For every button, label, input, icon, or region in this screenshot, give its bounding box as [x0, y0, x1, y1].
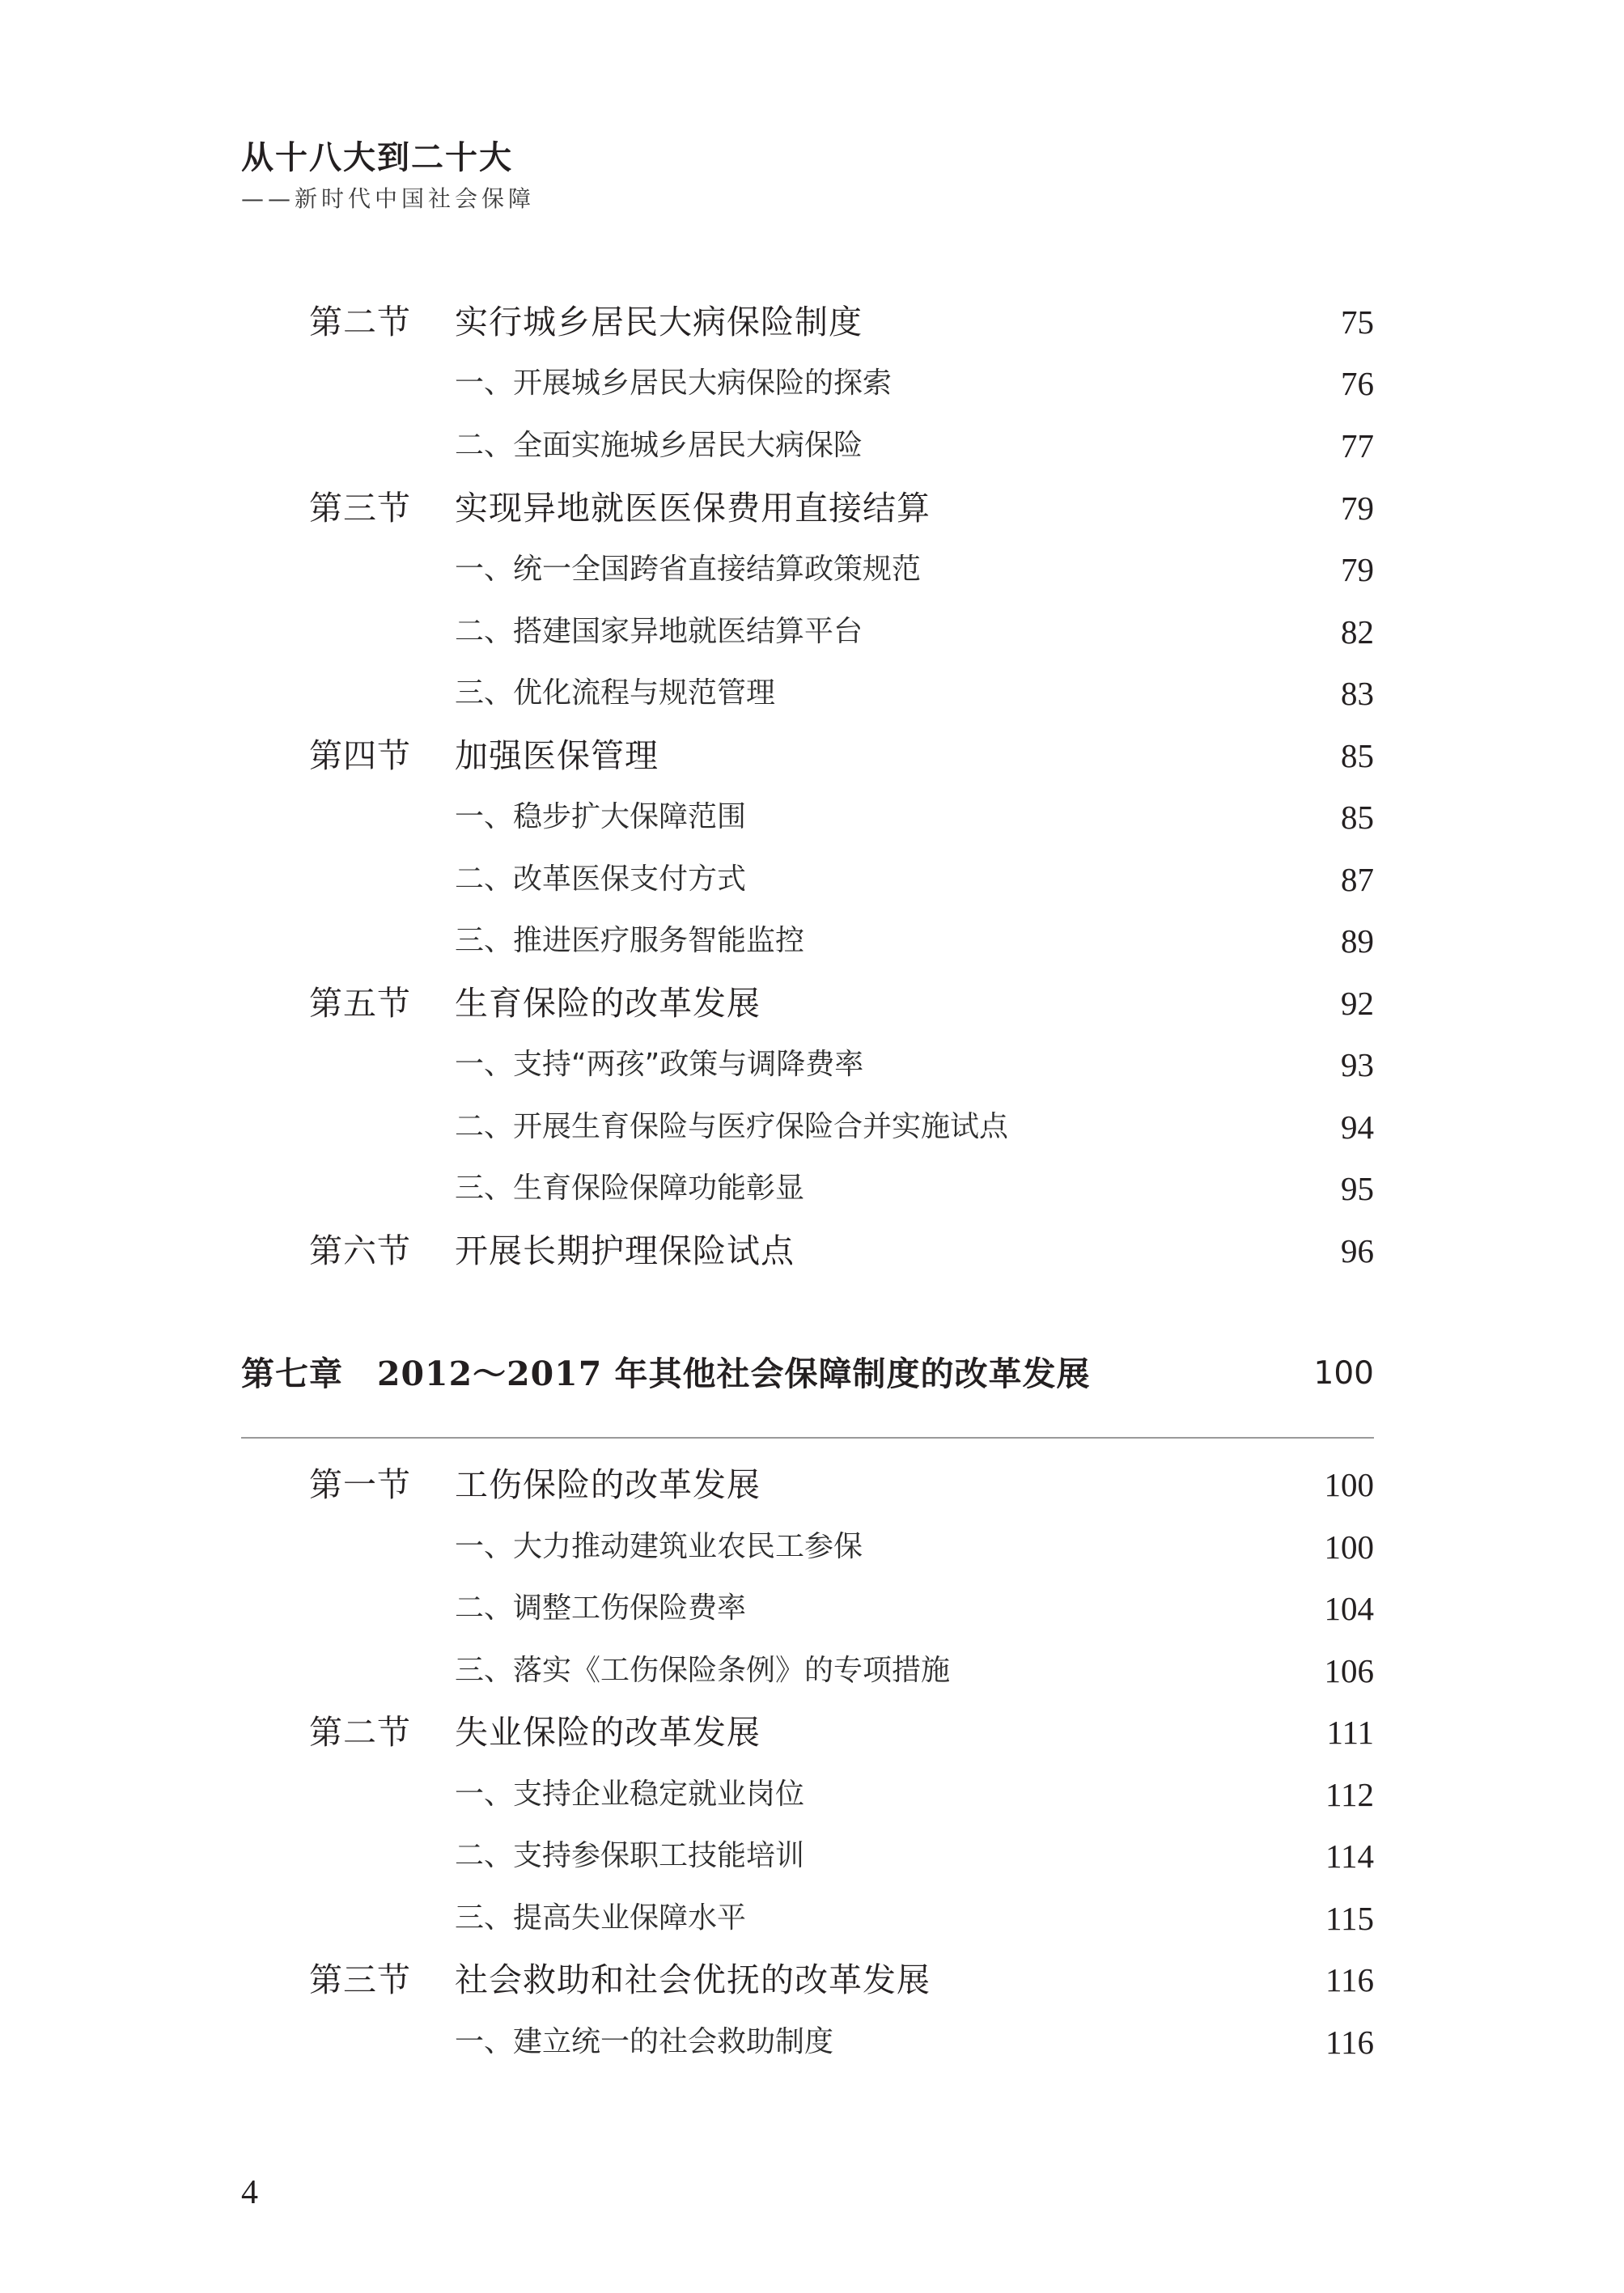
toc-entry-number: 第六节	[309, 1231, 411, 1270]
toc-entry-title: 一、支持“两孩”政策与调降费率	[455, 1048, 864, 1081]
toc-entry-page: 76	[1341, 365, 1374, 402]
toc-entry-title: 实现异地就医医保费用直接结算	[455, 489, 931, 528]
toc-subsection-entry	[0, 1163, 1624, 1214]
toc-entry-label	[309, 1706, 761, 1758]
toc-entry-title: 实行城乡居民大病保险制度	[455, 303, 863, 341]
toc-subsection-entry	[0, 1039, 1624, 1091]
toc-entry-title: 三、落实《工伤保险条例》的专项措施	[455, 1654, 951, 1687]
toc-section-entry	[0, 1459, 1624, 1511]
toc-entry-label	[455, 1039, 863, 1091]
toc-entry-label	[455, 1101, 1008, 1153]
toc-entry-title: 加强医保管理	[455, 736, 659, 775]
toc-section-entry	[0, 296, 1624, 348]
toc-entry-label	[309, 1459, 761, 1511]
toc-entry-title: 一、统一全国跨省直接结算政策规范	[455, 553, 922, 586]
toc-entry-title: 一、大力推动建筑业农民工参保	[455, 1530, 863, 1563]
toc-entry-page: 94	[1341, 1108, 1374, 1146]
toc-entry-title: 一、建立统一的社会救助制度	[455, 2025, 834, 2058]
toc-entry-page: 96	[1341, 1232, 1374, 1269]
toc-entry-page: 116	[1325, 2024, 1374, 2061]
toc-entry-label	[455, 854, 746, 905]
toc-entry-label	[455, 791, 746, 843]
toc-entry-label	[241, 1348, 1091, 1400]
toc-entry-title: 一、开展城乡居民大病保险的探索	[455, 367, 893, 400]
toc-entry-title: 社会救助和社会优抚的改革发展	[455, 1960, 931, 1999]
toc-subsection-entry	[0, 791, 1624, 843]
toc-entry-title: 失业保险的改革发展	[455, 1713, 761, 1752]
toc-entry-page: 85	[1341, 737, 1374, 774]
toc-entry-label	[455, 915, 804, 967]
toc-entry-page: 104	[1324, 1590, 1374, 1627]
toc-entry-page: 92	[1341, 985, 1374, 1022]
toc-entry-title: 二、支持参保职工技能培训	[455, 1839, 805, 1872]
toc-subsection-entry	[0, 544, 1624, 596]
toc-entry-title: 2012～2017 年其他社会保障制度的改革发展	[377, 1354, 1091, 1393]
toc-entry-title: 三、提高失业保障水平	[455, 1901, 747, 1935]
toc-entry-label	[455, 544, 921, 596]
toc-subsection-entry	[0, 1892, 1624, 1944]
toc-section-entry	[0, 1954, 1624, 2006]
toc-entry-title: 开展长期护理保险试点	[455, 1231, 795, 1270]
toc-entry-title: 二、调整工伤保险费率	[455, 1592, 747, 1625]
toc-section-entry	[0, 1225, 1624, 1277]
toc-entry-page: 116	[1325, 1961, 1374, 1998]
toc-entry-number: 第三节	[309, 1960, 411, 1999]
book-title: 从十八大到二十大	[241, 139, 513, 176]
toc-entry-number: 第二节	[309, 1713, 411, 1752]
toc-subsection-entry	[0, 1583, 1624, 1634]
toc-entry-title: 三、生育保险保障功能彰显	[455, 1172, 805, 1205]
toc-entry-page: 100	[1324, 1466, 1374, 1503]
toc-subsection-entry	[0, 606, 1624, 658]
toc-entry-title: 二、搭建国家异地就医结算平台	[455, 615, 863, 648]
toc-subsection-entry	[0, 1830, 1624, 1882]
toc-entry-label	[455, 2016, 833, 2068]
book-subtitle: ——新时代中国社会保障	[241, 185, 536, 212]
toc-entry-page: 106	[1324, 1652, 1374, 1689]
toc-entry-title: 三、优化流程与规范管理	[455, 676, 776, 710]
toc-subsection-entry	[0, 1101, 1624, 1153]
toc-entry-title: 一、支持企业稳定就业岗位	[455, 1778, 805, 1811]
toc-chapter-entry	[0, 1348, 1624, 1400]
toc-entry-title: 一、稳步扩大保障范围	[455, 800, 747, 833]
toc-entry-label	[455, 1163, 804, 1214]
toc-entry-label	[455, 1583, 746, 1634]
toc-entry-number: 第三节	[309, 489, 411, 528]
toc-entry-label	[455, 420, 863, 472]
toc-entry-title: 工伤保险的改革发展	[455, 1465, 761, 1504]
toc-entry-label	[309, 482, 931, 534]
toc-entry-title: 三、推进医疗服务智能监控	[455, 924, 805, 957]
toc-entry-page: 95	[1341, 1170, 1374, 1207]
toc-entry-label	[455, 1769, 804, 1820]
toc-entry-page: 89	[1341, 922, 1374, 960]
toc-entry-page: 75	[1341, 303, 1374, 341]
toc-subsection-entry	[0, 915, 1624, 967]
toc-entry-page: 87	[1341, 861, 1374, 898]
toc-entry-title: 生育保险的改革发展	[455, 984, 761, 1023]
toc-entry-page: 114	[1325, 1837, 1374, 1875]
toc-subsection-entry	[0, 668, 1624, 719]
toc-subsection-entry	[0, 2016, 1624, 2068]
toc-subsection-entry	[0, 1645, 1624, 1697]
toc-entry-page: 93	[1341, 1046, 1374, 1083]
toc-subsection-entry	[0, 358, 1624, 409]
toc-section-entry	[0, 977, 1624, 1029]
toc-entry-page: 115	[1325, 1900, 1374, 1937]
toc-entry-label	[309, 296, 863, 348]
toc-entry-page: 77	[1341, 427, 1374, 464]
toc-section-entry	[0, 482, 1624, 534]
toc-section-entry	[0, 1706, 1624, 1758]
chapter-divider	[241, 1437, 1374, 1439]
running-head	[241, 138, 535, 215]
toc-entry-title: 二、改革医保支付方式	[455, 863, 747, 896]
toc-subsection-entry	[0, 420, 1624, 472]
toc-entry-page: 79	[1341, 551, 1374, 588]
toc-entry-page: 83	[1341, 675, 1374, 712]
toc-entry-label	[309, 1225, 795, 1277]
toc-entry-label	[455, 668, 775, 719]
toc-entry-number: 第四节	[309, 736, 411, 775]
toc-entry-number: 第七章	[241, 1354, 343, 1393]
toc-entry-page: 112	[1325, 1776, 1374, 1813]
toc-entry-label	[455, 1645, 950, 1697]
toc-entry-label	[455, 358, 892, 409]
toc-entry-number: 第五节	[309, 984, 411, 1023]
toc-entry-title: 二、开展生育保险与医疗保险合并实施试点	[455, 1110, 1009, 1143]
toc-section-entry	[0, 730, 1624, 782]
toc-entry-page: 100	[1313, 1355, 1374, 1392]
toc-entry-number: 第二节	[309, 303, 411, 341]
toc-entry-page: 100	[1324, 1528, 1374, 1566]
page-number: 4	[241, 2174, 258, 2211]
toc-entry-number: 第一节	[309, 1465, 411, 1504]
toc-entry-label	[455, 1521, 863, 1573]
toc-subsection-entry	[0, 1769, 1624, 1820]
toc-entry-label	[309, 977, 761, 1029]
toc-entry-label	[309, 1954, 931, 2006]
toc-subsection-entry	[0, 854, 1624, 905]
toc-entry-label	[455, 606, 863, 658]
toc-entry-page: 79	[1341, 490, 1374, 527]
toc-entry-title: 二、全面实施城乡居民大病保险	[455, 429, 863, 462]
toc-subsection-entry	[0, 1521, 1624, 1573]
toc-entry-page: 82	[1341, 613, 1374, 651]
toc-entry-page: 85	[1341, 799, 1374, 836]
toc-entry-label	[309, 730, 659, 782]
toc-entry-label	[455, 1892, 746, 1944]
toc-entry-label	[455, 1830, 804, 1882]
toc-entry-page: 111	[1326, 1714, 1374, 1751]
